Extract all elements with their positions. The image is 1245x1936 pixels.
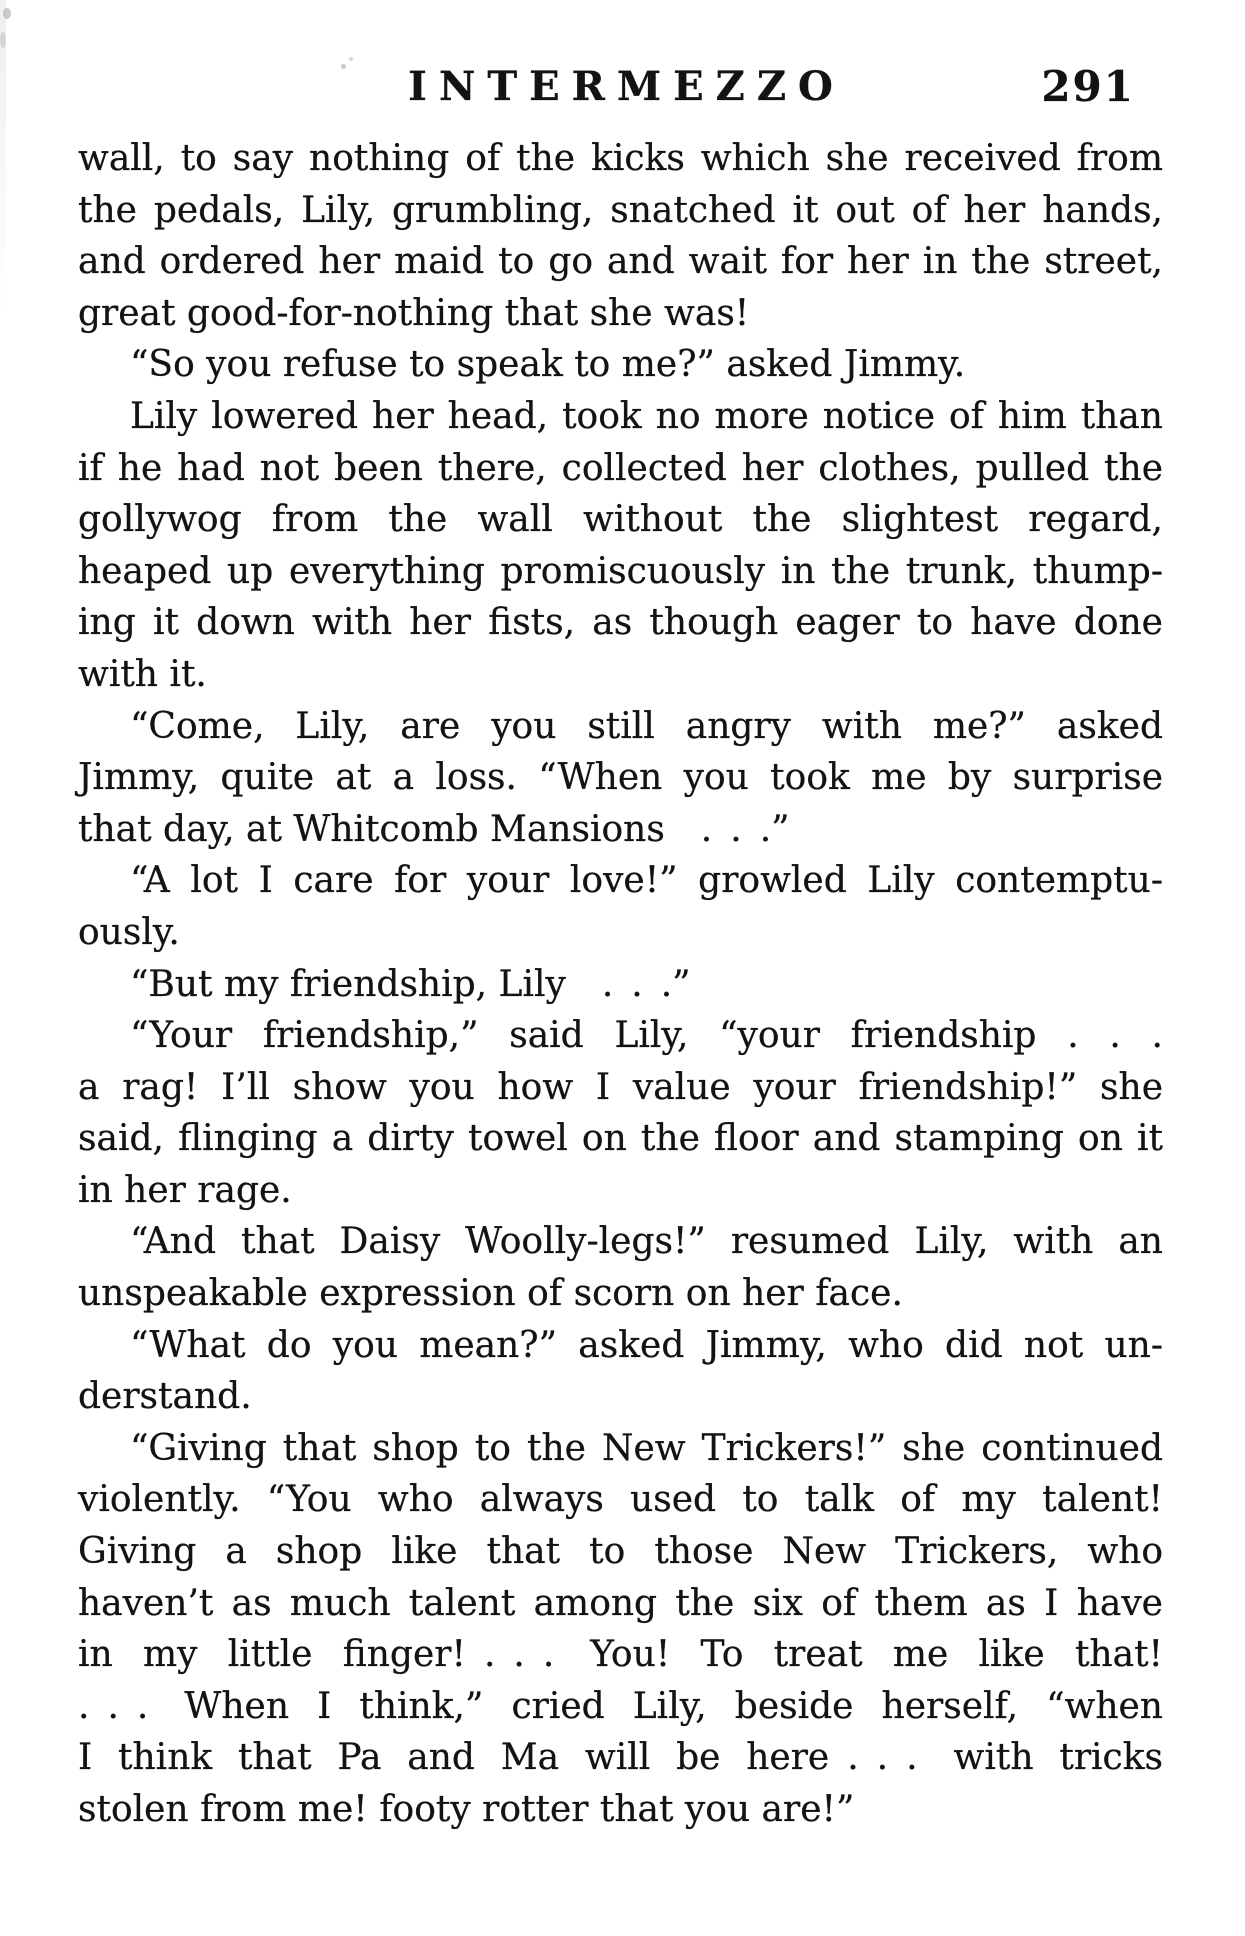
text-line: and ordered her maid to go and wait for her in the street, xyxy=(78,241,1163,283)
text-line: Jimmy, quite at a loss. “When you took me by surprise xyxy=(78,757,1163,799)
text-line: said, flinging a dirty towel on the floor and stamping on it xyxy=(78,1118,1163,1160)
text-line: “A lot I care for your love!” growled Lily contemptu- xyxy=(130,860,1163,902)
page-header xyxy=(78,60,1163,114)
text-line: if he had not been there, collected her clothes, pulled the xyxy=(78,447,1163,489)
text-line: . . . When I think,” cried Lily, beside herself, “when xyxy=(78,1685,1163,1727)
text-line: “So you refuse to speak to me?” asked Jimmy. xyxy=(130,344,966,386)
text-line: “Giving that shop to the New Trickers!” she continued xyxy=(130,1427,1163,1469)
text-line: ing it down with her fists, as though eager to have done xyxy=(78,602,1163,644)
scan-artifact xyxy=(3,8,11,19)
text-line: Giving a shop like that to those New Trickers, who xyxy=(78,1531,1163,1573)
text-line: “And that Daisy Woolly-legs!” resumed Lily, with an xyxy=(130,1221,1163,1263)
text-line: unspeakable expression of scorn on her face. xyxy=(78,1273,903,1315)
scan-artifact xyxy=(0,32,6,48)
running-title: INTERMEZZO xyxy=(408,63,845,110)
text-line: great good-for-nothing that she was! xyxy=(78,292,750,334)
text-line: I think that Pa and Ma will be here . . . with tricks xyxy=(78,1737,1163,1779)
page-number: 291 xyxy=(1041,62,1135,111)
text-line: heaped up everything promiscuously in the trunk, thump- xyxy=(78,550,1163,592)
text-line: Lily lowered her head, took no more notice of him than xyxy=(130,395,1163,437)
page-body xyxy=(78,133,1163,1836)
text-line: gollywog from the wall without the slightest regard, xyxy=(78,499,1163,541)
text-line: with it. xyxy=(78,653,207,695)
text-line: “What do you mean?” asked Jimmy, who did not un- xyxy=(130,1324,1163,1366)
text-line: derstand. xyxy=(78,1376,252,1418)
text-line: stolen from me! footy rotter that you are!” xyxy=(78,1789,855,1830)
text-line: “But my friendship, Lily . . .” xyxy=(130,963,691,1005)
text-line: in her rage. xyxy=(78,1169,292,1211)
text-line: haven’t as much talent among the six of them as I have xyxy=(78,1582,1163,1624)
text-line: “Come, Lily, are you still angry with me?” asked xyxy=(130,705,1163,747)
text-line: wall, to say nothing of the kicks which she received from xyxy=(78,138,1163,179)
text-line: that day, at Whitcomb Mansions . . .” xyxy=(78,808,790,850)
scan-artifact xyxy=(0,0,6,320)
text-line: violently. “You who always used to talk of my talent! xyxy=(78,1479,1163,1521)
text-line: a rag! I’ll show you how I value your friendship!” she xyxy=(78,1066,1163,1108)
text-line: “Your friendship,” said Lily, “your friendship . . . xyxy=(130,1015,1163,1057)
text-line: in my little finger! . . . You! To treat me like that! xyxy=(78,1634,1163,1676)
text-line: the pedals, Lily, grumbling, snatched it out of her hands, xyxy=(78,189,1163,231)
text-line: ously. xyxy=(78,911,180,953)
